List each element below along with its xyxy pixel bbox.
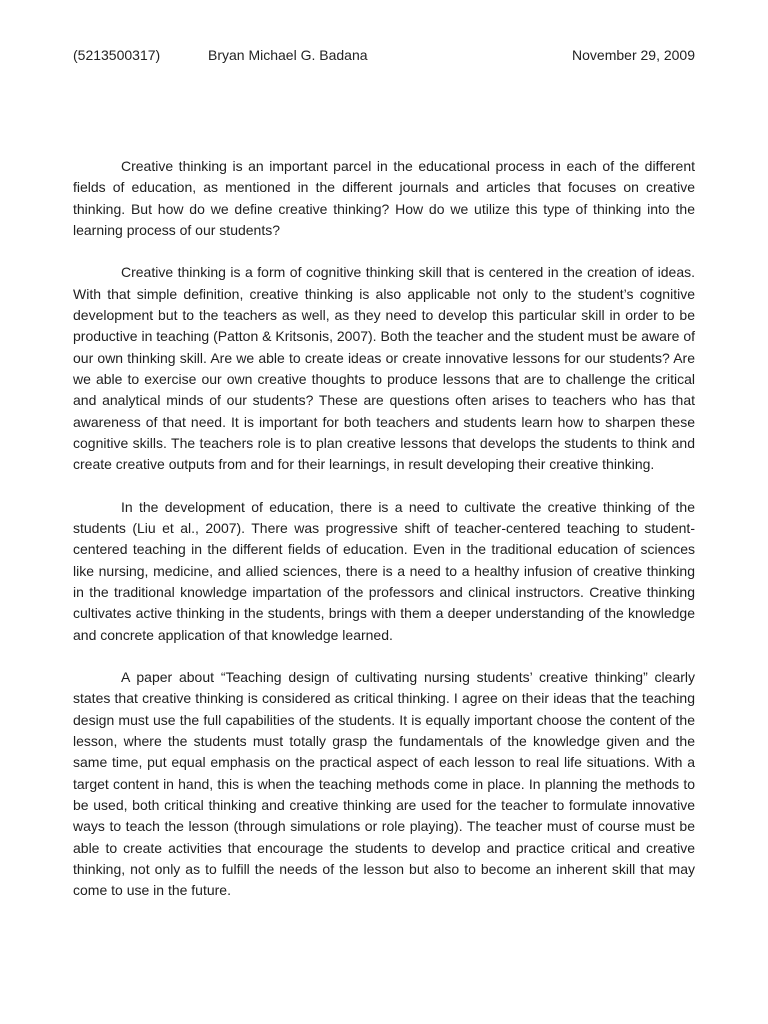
paragraph-3: In the development of education, there is a need to cultivate the creative thinking of the students (Liu et al., 2007). There was progressive shift of teacher-centered teaching to student-centered teaching in the different fields of education. Even in the traditional education of sciences like nursing, medicine, and allied sciences, there is a need to a healthy infusion of creative thinking in the traditional knowledge impartation of the professors and clinical instructors. Creative thinking cultivates active thinking in the students, brings with them a deeper understanding of the knowledge and concrete application of that knowledge learned.	[73, 498, 695, 643]
page-header	[73, 45, 695, 65]
student-id: (5213500317)	[73, 47, 161, 63]
paragraph-4: A paper about “Teaching design of cultivating nursing students’ creative thinking” clearly states that creative thinking is considered as critical thinking. I agree on their ideas that the teaching design must use the full capabilities of the students. It is equally important choose the content of the lesson, where the students must totally grasp the fundamentals of the knowledge given and the same time, put equal emphasis on the practical aspect of each lesson to real life situations. With a target content in hand, this is when the teaching methods come in place. In planning the methods to be used, both critical thinking and creative thinking are used for the teacher to formulate innovative ways to teach the lesson (through simulations or role playing). The teacher must of course must be able to create activities that encourage the students to develop and practice critical and creative thinking, not only as to fulfill the needs of the lesson but also to become an inherent skill that may come to use in the future.	[73, 669, 695, 899]
document-date: November 29, 2009	[572, 47, 695, 63]
paragraph-1: Creative thinking is an important parcel in the educational process in each of the different fields of education, as mentioned in the different journals and articles that focuses on creative thinking. But how do we define creative thinking? How do we utilize this type of thinking into the learning process of our students?	[73, 158, 695, 238]
paragraph-2: Creative thinking is a form of cognitive thinking skill that is centered in the creation of ideas. With that simple definition, creative thinking is also applicable not only to the student’s cognitive development but to the teachers as well, as they need to develop this particular skill in order to be productive in teaching (Patton & Kritsonis, 2007). Both the teacher and the student must be aware of our own thinking skill. Are we able to create ideas or create innovative lessons for our students? Are we able to exercise our own creative thoughts to produce lessons that are to challenge the critical and analytical minds of our students? These are questions often arises to teachers who has that awareness of that need. It is important for both teachers and students learn how to sharpen these cognitive skills. The teachers role is to plan creative lessons that develops the students to think and create creative outputs from and for their learnings, in result developing their creative thinking.	[73, 264, 695, 473]
document-body	[73, 156, 695, 923]
author-name: Bryan Michael G. Badana	[208, 47, 368, 63]
